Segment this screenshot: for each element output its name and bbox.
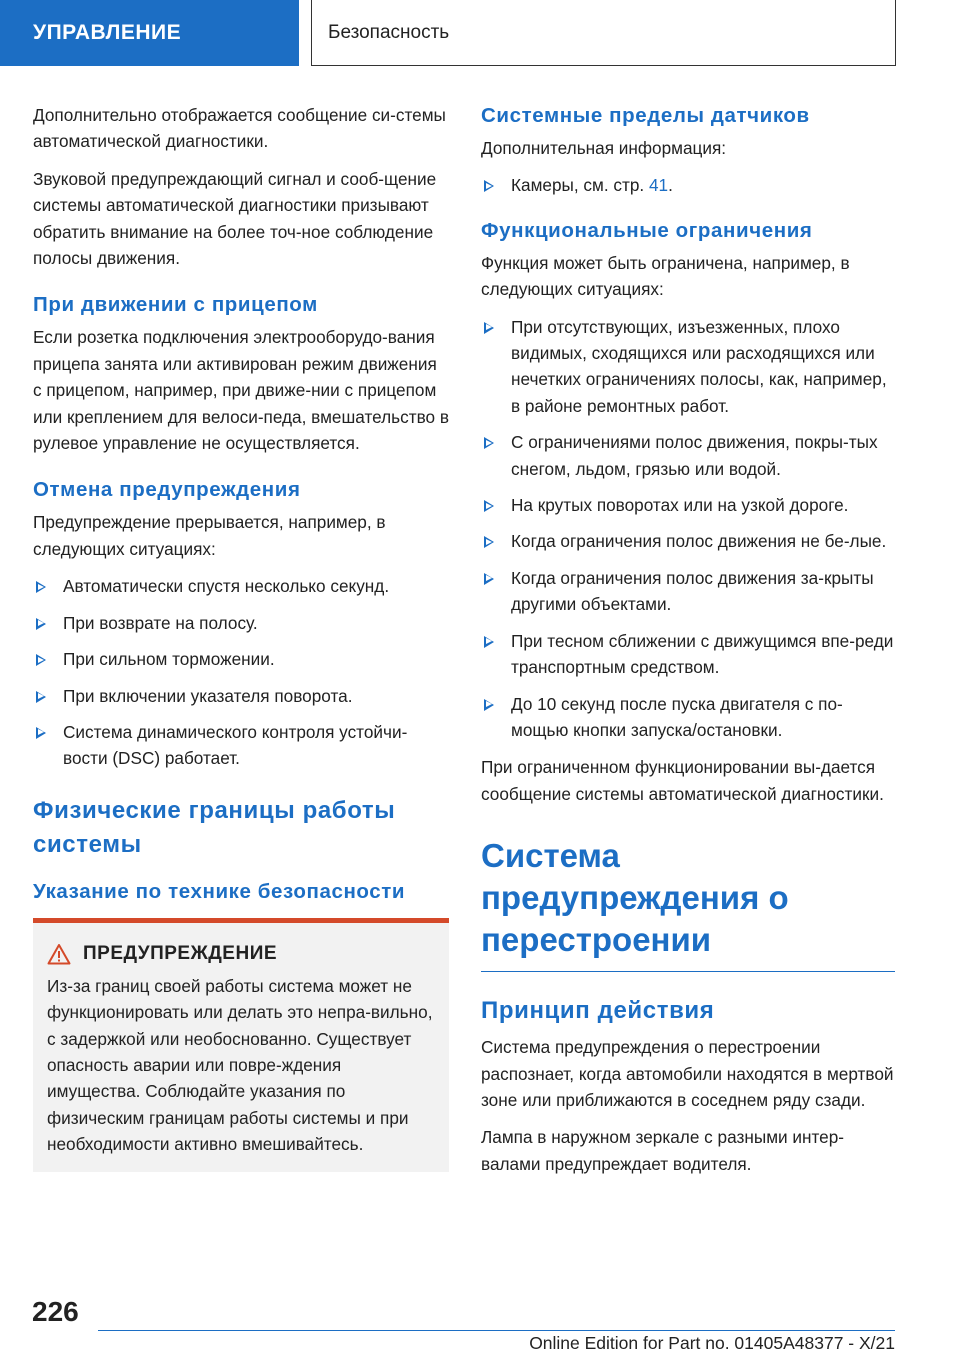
triangle-bullet-icon	[484, 437, 494, 449]
chapter-tab	[0, 0, 299, 66]
cancel-list	[33, 573, 449, 771]
list-item: При возврате на полосу.	[33, 610, 449, 636]
heading-principle: Принцип действия	[481, 997, 715, 1025]
heading-physical-limits: Физические границы работы системы	[33, 796, 396, 858]
paragraph: При ограниченном функционировании вы-дается сообщение системы автоматической диагностики.	[481, 757, 884, 804]
footer-divider	[98, 1330, 895, 1331]
list-item: С ограничениями полос движения, покры-тых снегом, льдом, грязью или водой.	[481, 429, 895, 482]
list-item: На крутых поворотах или на узкой дороге.	[481, 492, 895, 518]
list-item: Автоматически спустя несколько секунд.	[33, 573, 449, 599]
warning-triangle-icon	[47, 943, 71, 965]
warning-header	[47, 943, 435, 965]
list-item: До 10 секунд после пуска двигателя с по-мощью кнопки запуска/остановки.	[481, 691, 895, 744]
sensor-list	[481, 172, 895, 198]
warning-text: Из-за границ своей работы система может не функционировать или делать это непра-вильно, с задержкой или необоснованно. Существует опасность аварии или повре-ждения имущества. Соблюдайте указания по физическим границам работы системы и при необходимости активно вмешивайтесь.	[47, 975, 433, 1155]
heading-trailer: При движении с прицепом	[33, 293, 318, 317]
left-column	[33, 102, 449, 1172]
page-link[interactable]: 41	[648, 175, 669, 196]
triangle-bullet-icon	[36, 691, 46, 703]
triangle-bullet-icon	[36, 727, 46, 739]
heading-cancel-warning: Отмена предупреждения	[33, 478, 301, 502]
triangle-bullet-icon	[36, 581, 46, 593]
list-item: Когда ограничения полос движения за-крыты другими объектами.	[481, 565, 895, 618]
heading-sensor-limits: Системные пределы датчиков	[481, 104, 810, 127]
page-number: 226	[32, 1296, 79, 1327]
list-item: При отсутствующих, изъезженных, плохо видимых, сходящихся или расходящихся или нечетких ограничениях полосы, как, например, в районе ремонтных работ.	[481, 314, 895, 420]
triangle-bullet-icon	[484, 699, 494, 711]
list-item: При сильном торможении.	[33, 646, 449, 672]
warning-title: ПРЕДУПРЕЖДЕНИЕ	[83, 942, 278, 964]
triangle-bullet-icon	[36, 654, 46, 666]
list-item: Когда ограничения полос движения не бе-лые.	[481, 528, 895, 554]
paragraph: Предупреждение прерывается, например, в следующих ситуациях:	[33, 512, 386, 559]
heading-safety-note: Указание по технике безопасности	[33, 879, 406, 903]
paragraph: Если розетка подключения электрооборудо-вания прицепа занята или активирован режим движения с прицепом, например, при движе-нии с прицепом или креплением для велоси-педа, вмешательство в рулевое управление не осуществляется.	[33, 327, 449, 454]
paragraph: Лампа в наружном зеркале с разными интер-валами предупреждает водителя.	[481, 1127, 844, 1174]
heading-functional-limits: Функциональные ограничения	[481, 218, 813, 242]
paragraph: Звуковой предупреждающий сигнал и сооб-щение системы автоматической диагностики призывают обратить внимание на более точ-ное соблюдение полосы движения.	[33, 168, 437, 269]
triangle-bullet-icon	[484, 500, 494, 512]
right-column	[481, 102, 895, 1188]
list-item: При тесном сближении с движущимся впе-реди транспортным средством.	[481, 628, 895, 681]
triangle-bullet-icon	[36, 618, 46, 630]
section-title: Безопасность	[328, 21, 450, 43]
triangle-bullet-icon	[484, 636, 494, 648]
section-header	[311, 0, 896, 66]
chapter-title: УПРАВЛЕНИЕ	[33, 21, 182, 44]
heading-rule	[481, 971, 895, 972]
footer-edition: Online Edition for Part no. 01405A48377 - X/21	[529, 1333, 895, 1353]
triangle-bullet-icon	[484, 180, 494, 192]
triangle-bullet-icon	[484, 536, 494, 548]
warning-box	[33, 918, 449, 1172]
triangle-bullet-icon	[484, 322, 494, 334]
heading-lane-change-warning: Система предупреждения о перестроении	[481, 837, 789, 959]
functional-list	[481, 314, 895, 744]
triangle-bullet-icon	[484, 573, 494, 585]
paragraph: Система предупреждения о перестроении распознает, когда автомобили находятся в мертвой зоне или приближаются в соседнем ряду сзади.	[481, 1037, 894, 1110]
list-item: При включении указателя поворота.	[33, 683, 449, 709]
paragraph: Дополнительно отображается сообщение си-стемы автоматической диагностики.	[33, 105, 446, 152]
list-item: Система динамического контроля устойчи-вости (DSC) работает.	[33, 719, 449, 772]
paragraph: Дополнительная информация:	[481, 138, 727, 158]
paragraph: Функция может быть ограничена, например, в следующих ситуациях:	[481, 252, 850, 300]
list-item: Камеры, см. стр. 41.	[481, 172, 895, 198]
